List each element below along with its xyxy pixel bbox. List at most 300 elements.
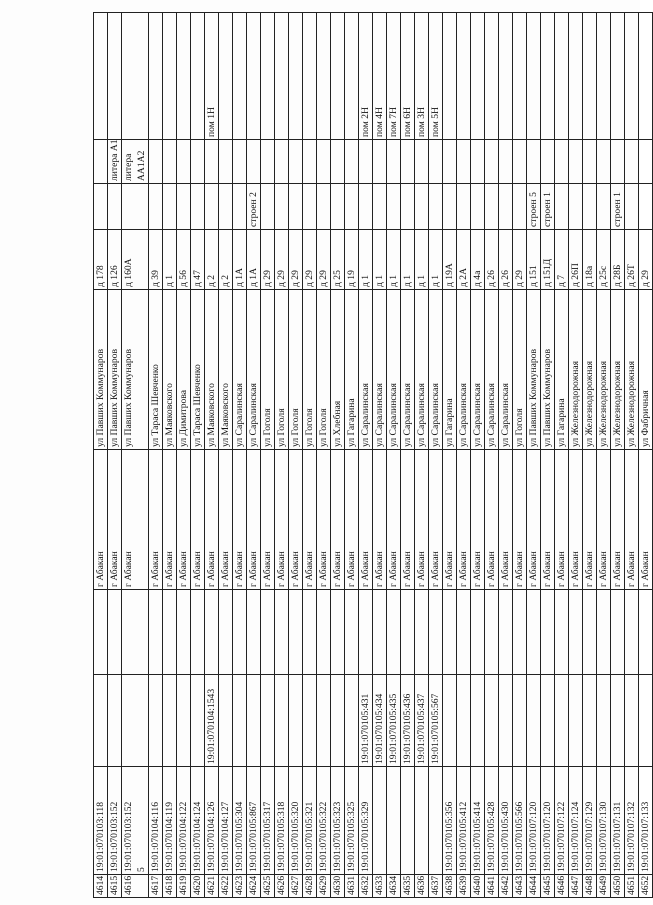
empty-cell (275, 590, 289, 675)
table-row (513, 13, 527, 898)
building-cell (275, 184, 289, 230)
street-cell: ул Павших Коммунаров (527, 290, 541, 450)
building-cell (625, 184, 639, 230)
table-row (583, 13, 597, 898)
cadastral-number-cell: 19:01:070107:133 (639, 767, 653, 875)
street-cell: ул Саралинская (485, 290, 499, 450)
row-number-cell: 4645 (541, 875, 555, 898)
building-cell (94, 184, 108, 230)
litera-cell (275, 140, 289, 184)
row-number-cell: 4622 (219, 875, 233, 898)
cadastral-number-cell: 19:01:070105:867 (247, 767, 261, 875)
premises-cell (191, 13, 205, 140)
empty-cell (373, 590, 387, 675)
linked-cadastral-cell: 19:01:070105:436 (401, 675, 415, 767)
premises-cell (625, 13, 639, 140)
building-cell (415, 184, 429, 230)
premises-cell (513, 13, 527, 140)
row-number-cell: 4632 (359, 875, 373, 898)
street-cell: ул Саралинская (247, 290, 261, 450)
cadastral-number-cell (401, 767, 415, 875)
house-cell: д 2 (205, 230, 219, 290)
registry-table (93, 12, 653, 898)
city-cell: г Абакан (625, 450, 639, 590)
row-number-cell: 4648 (583, 875, 597, 898)
litera-cell (191, 140, 205, 184)
empty-cell (485, 590, 499, 675)
city-cell: г Абакан (499, 450, 513, 590)
table-row (457, 13, 471, 898)
litera-cell (163, 140, 177, 184)
table-row (191, 13, 205, 898)
table-row (625, 13, 639, 898)
linked-cadastral-cell (597, 675, 611, 767)
empty-cell (541, 590, 555, 675)
linked-cadastral-cell (177, 675, 191, 767)
row-number-cell: 4640 (471, 875, 485, 898)
street-cell: ул Железнодорожная (625, 290, 639, 450)
row-number-cell: 4629 (317, 875, 331, 898)
premises-cell (457, 13, 471, 140)
table-row (401, 13, 415, 898)
table-row (219, 13, 233, 898)
street-cell: ул Саралинская (499, 290, 513, 450)
premises-cell: пом 4Н (373, 13, 387, 140)
city-cell: г Абакан (471, 450, 485, 590)
premises-cell (555, 13, 569, 140)
street-cell: ул Гагарина (443, 290, 457, 450)
house-cell: д 47 (191, 230, 205, 290)
table-row (205, 13, 219, 898)
litera-cell (219, 140, 233, 184)
city-cell: г Абакан (303, 450, 317, 590)
building-cell (205, 184, 219, 230)
house-cell: д 26 (499, 230, 513, 290)
litera-cell (639, 140, 653, 184)
street-cell: ул Железнодорожная (569, 290, 583, 450)
city-cell: г Абакан (261, 450, 275, 590)
city-cell: г Абакан (219, 450, 233, 590)
cadastral-number-cell: 19:01:070105:320 (289, 767, 303, 875)
litera-cell: литера АА1А2 (122, 140, 149, 184)
city-cell: г Абакан (331, 450, 345, 590)
building-cell: строен 2 (247, 184, 261, 230)
empty-cell (219, 590, 233, 675)
house-cell: д 19 (345, 230, 359, 290)
building-cell (163, 184, 177, 230)
building-cell (191, 184, 205, 230)
row-number-cell: 4626 (275, 875, 289, 898)
linked-cadastral-cell (443, 675, 457, 767)
litera-cell (359, 140, 373, 184)
empty-cell (233, 590, 247, 675)
row-number-cell: 4650 (611, 875, 625, 898)
house-cell: д 25с (597, 230, 611, 290)
city-cell: г Абакан (233, 450, 247, 590)
building-cell (122, 184, 149, 230)
litera-cell (611, 140, 625, 184)
building-cell: строен 5 (527, 184, 541, 230)
city-cell: г Абакан (555, 450, 569, 590)
premises-cell (149, 13, 163, 140)
premises-cell (177, 13, 191, 140)
cadastral-number-cell: 19:01:070105:430 (499, 767, 513, 875)
empty-cell (149, 590, 163, 675)
linked-cadastral-cell (122, 675, 149, 767)
premises-cell (471, 13, 485, 140)
linked-cadastral-cell (499, 675, 513, 767)
premises-cell (611, 13, 625, 140)
linked-cadastral-cell (289, 675, 303, 767)
premises-cell (303, 13, 317, 140)
house-cell: д 1 (373, 230, 387, 290)
city-cell: г Абакан (177, 450, 191, 590)
city-cell: г Абакан (527, 450, 541, 590)
cadastral-number-cell: 19:01:070105:304 (233, 767, 247, 875)
empty-cell (555, 590, 569, 675)
building-cell (317, 184, 331, 230)
cadastral-number-cell: 19:01:070107:122 (555, 767, 569, 875)
table-row (317, 13, 331, 898)
building-cell (583, 184, 597, 230)
empty-cell (527, 590, 541, 675)
litera-cell (261, 140, 275, 184)
empty-cell (122, 590, 149, 675)
empty-cell (191, 590, 205, 675)
building-cell (345, 184, 359, 230)
table-row (303, 13, 317, 898)
table-row (233, 13, 247, 898)
litera-cell (94, 140, 108, 184)
building-cell (457, 184, 471, 230)
city-cell: г Абакан (94, 450, 108, 590)
house-cell: д 19А (443, 230, 457, 290)
litera-cell (457, 140, 471, 184)
linked-cadastral-cell (247, 675, 261, 767)
linked-cadastral-cell (485, 675, 499, 767)
house-cell: д 160А (122, 230, 149, 290)
cadastral-number-cell: 19:01:070107:131 (611, 767, 625, 875)
house-cell: д 4а (471, 230, 485, 290)
linked-cadastral-cell (457, 675, 471, 767)
cadastral-number-cell: 19:01:070104:116 (149, 767, 163, 875)
house-cell: д 29 (513, 230, 527, 290)
house-cell: д 2 (219, 230, 233, 290)
premises-cell (583, 13, 597, 140)
cadastral-number-cell (415, 767, 429, 875)
table-row (345, 13, 359, 898)
house-cell: д 26П (569, 230, 583, 290)
premises-cell (317, 13, 331, 140)
street-cell: ул Саралинская (415, 290, 429, 450)
linked-cadastral-cell: 19:01:070105:437 (415, 675, 429, 767)
empty-cell (513, 590, 527, 675)
building-cell (499, 184, 513, 230)
litera-cell (177, 140, 191, 184)
row-number-cell: 4625 (261, 875, 275, 898)
litera-cell (555, 140, 569, 184)
street-cell: ул Маяковского (219, 290, 233, 450)
house-cell: д 1А (233, 230, 247, 290)
empty-cell (345, 590, 359, 675)
row-number-cell: 4638 (443, 875, 457, 898)
street-cell: ул Павших Коммунаров (108, 290, 122, 450)
row-number-cell: 4646 (555, 875, 569, 898)
row-number-cell: 4630 (331, 875, 345, 898)
linked-cadastral-cell (331, 675, 345, 767)
empty-cell (317, 590, 331, 675)
empty-cell (177, 590, 191, 675)
linked-cadastral-cell: 19:01:070104:1543 (205, 675, 219, 767)
empty-cell (471, 590, 485, 675)
building-cell (485, 184, 499, 230)
premises-cell (443, 13, 457, 140)
table-row (163, 13, 177, 898)
building-cell (149, 184, 163, 230)
table-row (387, 13, 401, 898)
table-row (569, 13, 583, 898)
row-number-cell: 4623 (233, 875, 247, 898)
table-row (639, 13, 653, 898)
cadastral-number-cell: 19:01:070105:317 (261, 767, 275, 875)
linked-cadastral-cell (345, 675, 359, 767)
street-cell: ул Саралинская (359, 290, 373, 450)
city-cell: г Абакан (583, 450, 597, 590)
cadastral-number-cell: 19:01:070104:127 (219, 767, 233, 875)
street-cell: ул Гагарина (555, 290, 569, 450)
street-cell: ул Саралинская (401, 290, 415, 450)
row-number-cell: 4617 (149, 875, 163, 898)
table-row (289, 13, 303, 898)
house-cell: д 1 (163, 230, 177, 290)
building-cell (219, 184, 233, 230)
cadastral-number-cell: 19:01:070107:120 (527, 767, 541, 875)
street-cell: ул Железнодорожная (583, 290, 597, 450)
city-cell: г Абакан (485, 450, 499, 590)
premises-cell (639, 13, 653, 140)
building-cell (108, 184, 122, 230)
house-cell: д 29 (303, 230, 317, 290)
cadastral-number-cell: 19:01:070107:120 (541, 767, 555, 875)
row-number-cell: 4643 (513, 875, 527, 898)
linked-cadastral-cell (191, 675, 205, 767)
table-row (527, 13, 541, 898)
premises-cell (275, 13, 289, 140)
city-cell: г Абакан (639, 450, 653, 590)
linked-cadastral-cell (163, 675, 177, 767)
house-cell: д 29 (317, 230, 331, 290)
empty-cell (94, 590, 108, 675)
city-cell: г Абакан (401, 450, 415, 590)
house-cell: д 2А (457, 230, 471, 290)
city-cell: г Абакан (429, 450, 443, 590)
empty-cell (401, 590, 415, 675)
cadastral-number-cell: 19:01:070105:322 (317, 767, 331, 875)
street-cell: ул Гоголя (513, 290, 527, 450)
empty-cell (331, 590, 345, 675)
linked-cadastral-cell (555, 675, 569, 767)
cadastral-number-cell (429, 767, 443, 875)
litera-cell (373, 140, 387, 184)
empty-cell (429, 590, 443, 675)
row-number-cell: 4649 (597, 875, 611, 898)
premises-cell (485, 13, 499, 140)
cadastral-number-cell: 19:01:070105:329 (359, 767, 373, 875)
row-number-cell: 4619 (177, 875, 191, 898)
linked-cadastral-cell (583, 675, 597, 767)
street-cell: ул Павших Коммунаров (541, 290, 555, 450)
litera-cell (149, 140, 163, 184)
litera-cell (345, 140, 359, 184)
row-number-cell: 4620 (191, 875, 205, 898)
house-cell: д 29 (639, 230, 653, 290)
house-cell: д 25 (331, 230, 345, 290)
house-cell: д 1 (401, 230, 415, 290)
table-row (108, 13, 122, 898)
city-cell: г Абакан (513, 450, 527, 590)
premises-cell: пом 2Н (359, 13, 373, 140)
street-cell: ул Саралинская (471, 290, 485, 450)
empty-cell (569, 590, 583, 675)
litera-cell (499, 140, 513, 184)
empty-cell (611, 590, 625, 675)
premises-cell: пом 1Н (205, 13, 219, 140)
row-number-cell: 4639 (457, 875, 471, 898)
empty-cell (415, 590, 429, 675)
building-cell (443, 184, 457, 230)
street-cell: ул Гоголя (303, 290, 317, 450)
linked-cadastral-cell (317, 675, 331, 767)
city-cell: г Абакан (191, 450, 205, 590)
premises-cell (233, 13, 247, 140)
litera-cell (527, 140, 541, 184)
cadastral-number-cell (387, 767, 401, 875)
street-cell: ул Павших Коммунаров (94, 290, 108, 450)
linked-cadastral-cell (233, 675, 247, 767)
empty-cell (289, 590, 303, 675)
row-number-cell: 4616 (122, 875, 149, 898)
city-cell: г Абакан (443, 450, 457, 590)
row-number-cell: 4628 (303, 875, 317, 898)
house-cell: д 151Д (541, 230, 555, 290)
house-cell: д 29 (261, 230, 275, 290)
street-cell: ул Маяковского (205, 290, 219, 450)
litera-cell (205, 140, 219, 184)
building-cell: строен 1 (611, 184, 625, 230)
premises-cell: пом 3Н (415, 13, 429, 140)
street-cell: ул Саралинская (387, 290, 401, 450)
litera-cell (513, 140, 527, 184)
premises-cell (345, 13, 359, 140)
litera-cell (597, 140, 611, 184)
cadastral-number-cell: 19:01:070105:414 (471, 767, 485, 875)
street-cell: ул Димитрова (177, 290, 191, 450)
row-number-cell: 4618 (163, 875, 177, 898)
building-cell (373, 184, 387, 230)
premises-cell (499, 13, 513, 140)
table-row (541, 13, 555, 898)
street-cell: ул Гоголя (289, 290, 303, 450)
house-cell: д 1 (415, 230, 429, 290)
litera-cell: литера А1 (108, 140, 122, 184)
premises-cell (597, 13, 611, 140)
premises-cell (219, 13, 233, 140)
empty-cell (205, 590, 219, 675)
litera-cell (625, 140, 639, 184)
row-number-cell: 4641 (485, 875, 499, 898)
house-cell: д 39 (149, 230, 163, 290)
city-cell: г Абакан (541, 450, 555, 590)
street-cell: ул Саралинская (233, 290, 247, 450)
premises-cell: пом 7Н (387, 13, 401, 140)
litera-cell (485, 140, 499, 184)
table-row (597, 13, 611, 898)
row-number-cell: 4636 (415, 875, 429, 898)
row-number-cell: 4635 (401, 875, 415, 898)
premises-cell (122, 13, 149, 140)
table-row (261, 13, 275, 898)
street-cell: ул Саралинская (373, 290, 387, 450)
table-row (415, 13, 429, 898)
city-cell: г Абакан (247, 450, 261, 590)
litera-cell (401, 140, 415, 184)
linked-cadastral-cell (261, 675, 275, 767)
house-cell: д 29 (289, 230, 303, 290)
linked-cadastral-cell (639, 675, 653, 767)
row-number-cell: 4634 (387, 875, 401, 898)
building-cell (233, 184, 247, 230)
cadastral-number-cell: 19:01:070105:356 (443, 767, 457, 875)
street-cell: ул Железнодорожная (597, 290, 611, 450)
linked-cadastral-cell: 19:01:070105:567 (429, 675, 443, 767)
row-number-cell: 4644 (527, 875, 541, 898)
street-cell: ул Гоголя (275, 290, 289, 450)
house-cell: д 26Т (625, 230, 639, 290)
litera-cell (415, 140, 429, 184)
linked-cadastral-cell (471, 675, 485, 767)
building-cell (639, 184, 653, 230)
table-row (611, 13, 625, 898)
house-cell: д 1 (359, 230, 373, 290)
house-cell: д 1 (429, 230, 443, 290)
premises-cell (569, 13, 583, 140)
house-cell: д 1 (387, 230, 401, 290)
street-cell: ул Железнодорожная (611, 290, 625, 450)
litera-cell (583, 140, 597, 184)
linked-cadastral-cell (541, 675, 555, 767)
row-number-cell: 4651 (625, 875, 639, 898)
table-row (247, 13, 261, 898)
building-cell (331, 184, 345, 230)
empty-cell (597, 590, 611, 675)
empty-cell (457, 590, 471, 675)
building-cell (513, 184, 527, 230)
empty-cell (625, 590, 639, 675)
building-cell (555, 184, 569, 230)
cadastral-number-cell: 19:01:070104:119 (163, 767, 177, 875)
row-number-cell: 4624 (247, 875, 261, 898)
litera-cell (233, 140, 247, 184)
table-row (275, 13, 289, 898)
linked-cadastral-cell (275, 675, 289, 767)
house-cell: д 28Б (611, 230, 625, 290)
linked-cadastral-cell (303, 675, 317, 767)
building-cell (177, 184, 191, 230)
city-cell: г Абакан (345, 450, 359, 590)
litera-cell (387, 140, 401, 184)
linked-cadastral-cell (513, 675, 527, 767)
empty-cell (303, 590, 317, 675)
